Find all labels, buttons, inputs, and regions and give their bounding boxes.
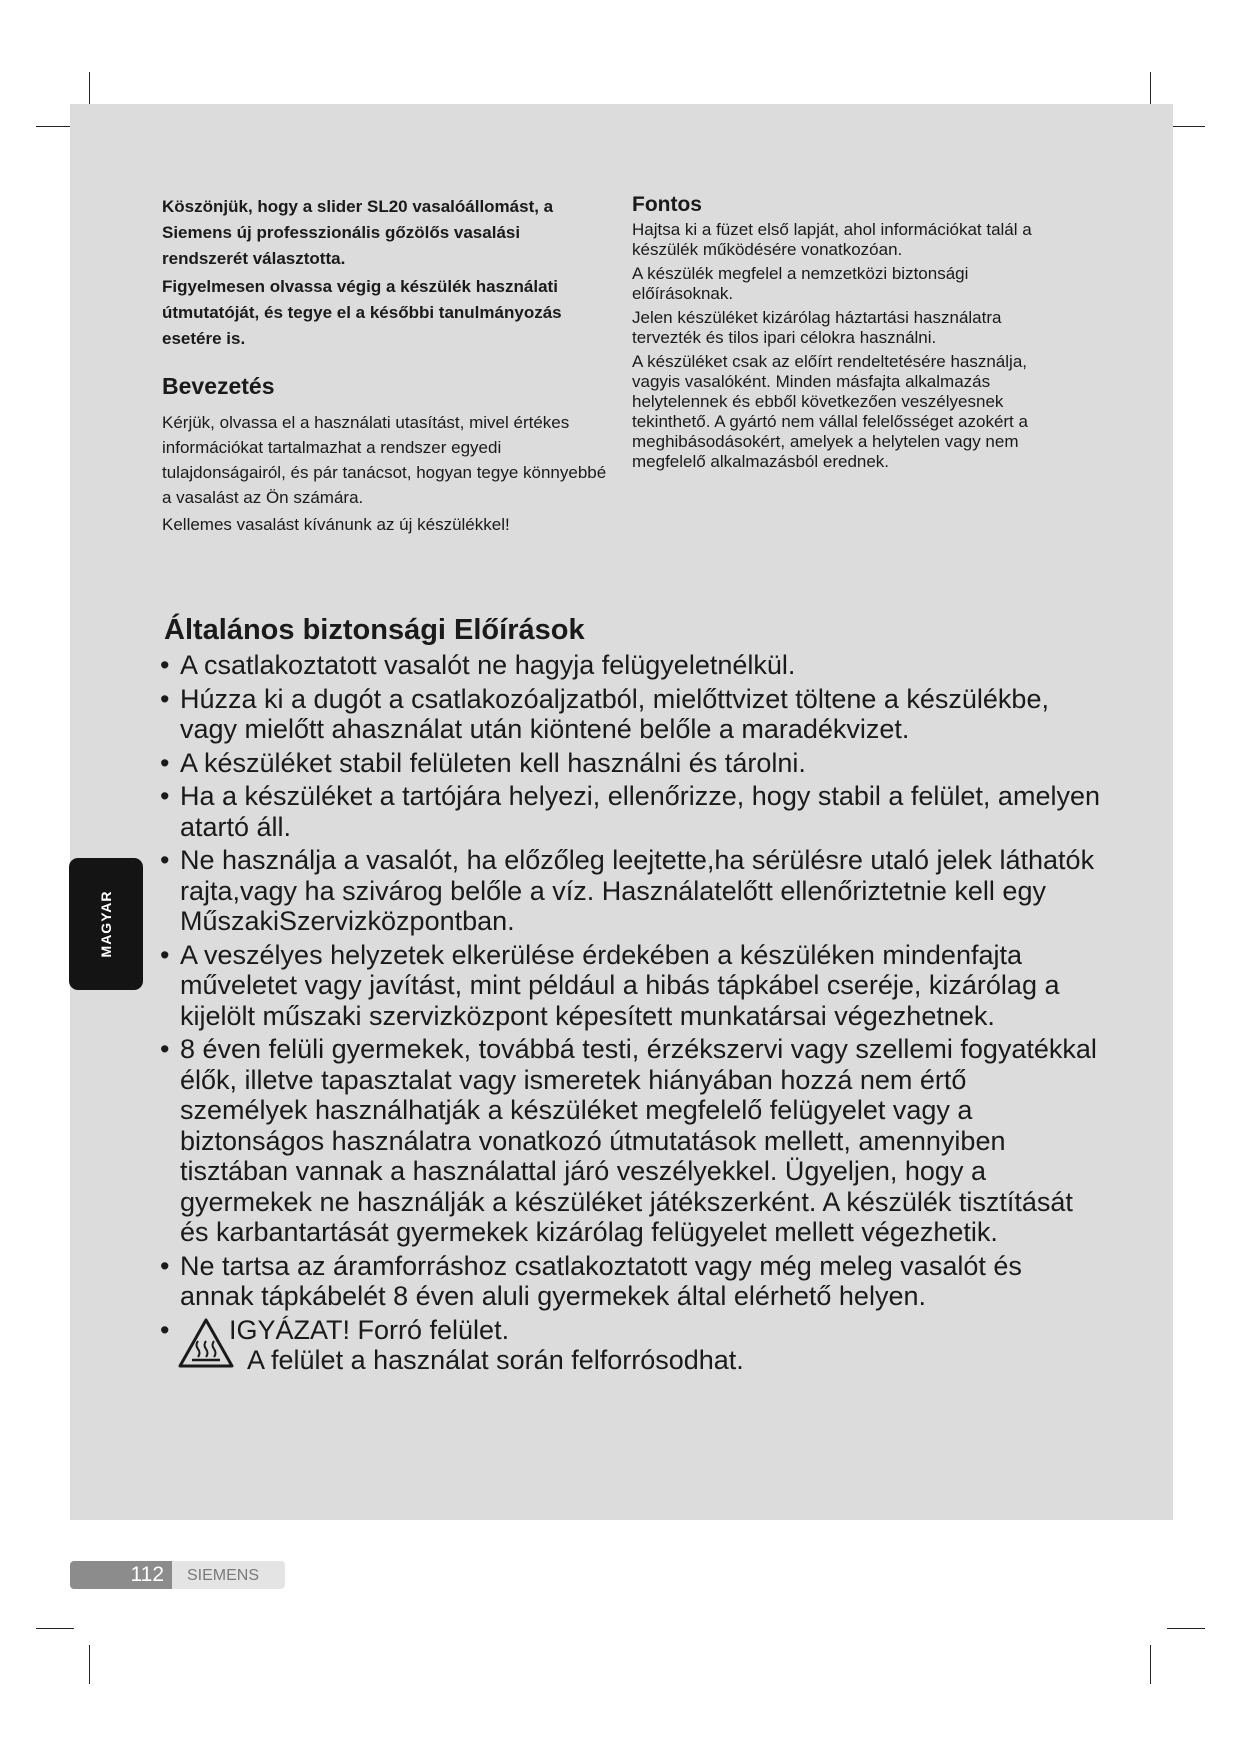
safety-item: • A készüléket stabil felületen kell használni és tárolni. (160, 748, 1100, 779)
crop-mark (1167, 1628, 1205, 1629)
language-tab (69, 858, 143, 990)
safety-item: • Ne tartsa az áramforráshoz csatlakoztatott vagy még meleg vasalót és annak tápkábelét 8 éven aluli gyermekek által elérhető helyen. (160, 1251, 1100, 1312)
intro-column (162, 194, 608, 537)
safety-item: • Húzza ki a dugót a csatlakozóaljzatból, mielőttvizet töltene a készülékbe, vagy mielőtt ahasználat után kiöntené belőle a maradékvizet. (160, 684, 1100, 745)
crop-mark (36, 1628, 74, 1629)
intro-heading: Bevezetés (162, 373, 275, 399)
intro-thanks: Köszönjük, hogy a slider SL20 vasalóállomást, a Siemens új professzionális gőzölős vasalási rendszerét választotta. (162, 197, 554, 268)
language-tab-label: MAGYAR (98, 890, 114, 958)
brand-name: SIEMENS (187, 1567, 260, 1584)
fontos-paragraph: Jelen készüléket kizárólag háztartási használatra tervezték és tilos ipari célokra használni. (632, 308, 1002, 347)
safety-item: • A veszélyes helyzetek elkerülése érdekében a készüléken mindenfajta műveletet vagy javítást, mint például a hibás tápkábel cseréje, kizárólag a kijelölt műszaki szervizközpont képesített munkatársai végezhetnek. (160, 940, 1100, 1032)
brand-badge (172, 1561, 285, 1589)
fontos-paragraph: A készüléket csak az előírt rendeltetésére használja, vagyis vasalóként. Minden másfajta alkalmazás helytelennek és ebből következően veszélyesnek tekinthető. A gyártó nem vállal felelősséget azokért a meghibásodásokért, amelyek a helytelen vagy nem megfelelő alkalmazásból erednek. (632, 352, 1028, 471)
crop-mark (89, 1645, 90, 1684)
page-number-badge (70, 1561, 172, 1589)
warning-detail: A felület a használat során felforrósodhat. (247, 1345, 744, 1375)
crop-mark (1150, 1645, 1151, 1684)
hot-surface-warning-icon (177, 1317, 235, 1369)
safety-section (160, 612, 1100, 1376)
fontos-column (632, 192, 1062, 476)
warning-title: • IGYÁZAT! Forró felület. (229, 1314, 510, 1345)
fontos-paragraph: Hajtsa ki a füzet első lapját, ahol információkat talál a készülék működésére vonatkozóan. (632, 220, 1032, 259)
safety-item: • 8 éven felüli gyermekek, továbbá testi, érzékszervi vagy szellemi fogyatékkal élők, illetve tapasztalat vagy ismeretek hiányában hozzá nem értő személyek használhatják a készüléket megfelelő felügyelet vagy a biztonságos használatra vonatkozó útmutatások mellett, amennyiben tisztában vannak a használattal járó veszélyekkel. Ügyeljen, hogy a gyermekek ne használják a készüléket játékszerként. A készülék tisztítását és karbantartását gyermekek kizárólag felügyelet mellett végezhetik. (160, 1034, 1100, 1248)
safety-warning (160, 1315, 1100, 1376)
intro-body: Kérjük, olvassa el a használati utasítást, mivel értékes információkat tartalmazhat a rendszer egyedi tulajdonságairól, és pár tanácsot, hogyan tegye könnyebbé a vasalást az Ön számára. (162, 413, 607, 507)
crop-mark (36, 126, 74, 127)
page-number: 112 (130, 1563, 164, 1586)
fontos-paragraph: A készülék megfelel a nemzetközi biztonsági előírásoknak. (632, 264, 969, 303)
safety-item: • A csatlakoztatott vasalót ne hagyja felügyeletnélkül. (160, 650, 1100, 681)
safety-item: • Ha a készüléket a tartójára helyezi, ellenőrizze, hogy stabil a felület, amelyen atartó áll. (160, 781, 1100, 842)
safety-title: Általános biztonsági Előírások (164, 614, 585, 646)
safety-list (160, 650, 1100, 1312)
intro-wish: Kellemes vasalást kívánunk az új készülékkel! (162, 515, 510, 534)
safety-item: • Ne használja a vasalót, ha előzőleg leejtette,ha sérülésre utaló jelek láthatók rajta,vagy ha szivárog belőle a víz. Használatelőtt ellenőriztetnie kell egy MűszakiSzervizközpontban. (160, 845, 1100, 937)
fontos-heading: Fontos (632, 193, 702, 216)
intro-read-instructions: Figyelmesen olvassa végig a készülék használati útmutatóját, és tegye el a későbbi tanulmányozás esetére is. (162, 277, 562, 348)
